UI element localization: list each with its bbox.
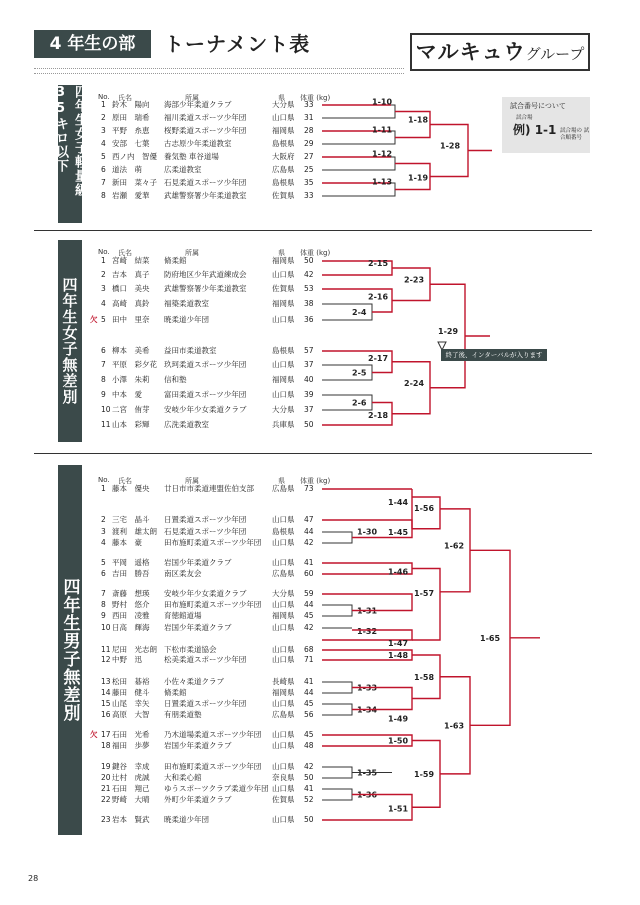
entry-pref: 大阪府 xyxy=(272,152,295,161)
entry-name: 石田 光希 xyxy=(112,730,150,739)
entry-name: 高崎 真鈴 xyxy=(112,299,150,308)
entry-pref: 広島県 xyxy=(272,569,295,578)
entry-no: 8 xyxy=(101,600,106,609)
bracket-label-boys-open: 四年生男子無差別 xyxy=(58,465,82,835)
match-number: 1-47 xyxy=(388,639,409,648)
entry-team: 福川柔道スポーツ少年団 xyxy=(164,113,247,122)
match-number: 1-34 xyxy=(357,705,378,715)
entry-weight: 39 xyxy=(304,390,314,399)
match-number: 1-57 xyxy=(414,588,435,598)
entry-pref: 山口県 xyxy=(272,655,295,664)
entry-pref: 山口県 xyxy=(272,113,295,122)
entry-no: 3 xyxy=(101,527,106,536)
entry-name: 山尾 幸矢 xyxy=(112,699,150,708)
entry-no: 9 xyxy=(101,390,106,399)
entry-weight: 31 xyxy=(304,113,314,122)
entry-name: 平原 彩夕花 xyxy=(112,360,157,369)
match-number: 2-5 xyxy=(352,368,367,378)
bracket-label-girls-open: 四年生女子無差別 xyxy=(58,240,82,442)
entry-pref: 山口県 xyxy=(272,762,295,771)
entry-weight: 45 xyxy=(304,699,314,708)
entry-team: 岩国少年柔道クラブ xyxy=(164,558,232,567)
entry-name: 新田 菜々子 xyxy=(112,178,157,187)
entry-team: 石見柔道スポーツ少年団 xyxy=(164,178,247,187)
entry-no: 11 xyxy=(101,420,111,429)
entry-weight: 45 xyxy=(304,730,314,739)
entry-weight: 41 xyxy=(304,558,314,567)
column-header-team: 所属 xyxy=(185,94,199,102)
entry-weight: 38 xyxy=(304,299,314,308)
entry-weight: 29 xyxy=(304,139,314,148)
entry-pref: 兵庫県 xyxy=(272,420,295,429)
entry-no: 5 xyxy=(101,315,106,324)
entry-weight: 47 xyxy=(304,515,314,524)
entry-team: 桜野柔道スポーツ少年団 xyxy=(164,126,247,135)
entry-no: 1 xyxy=(101,256,106,265)
entry-team: ゆうスポーツクラブ柔道少年団 xyxy=(164,784,269,793)
entry-weight: 37 xyxy=(304,360,314,369)
entry-pref: 山口県 xyxy=(272,515,295,524)
entry-name: 平岡 遥格 xyxy=(112,558,150,567)
entry-team: 小佐々柔道クラブ xyxy=(164,677,224,686)
entry-weight: 56 xyxy=(304,710,314,719)
entry-weight: 50 xyxy=(304,420,314,429)
entry-name: 平野 糸恵 xyxy=(112,126,150,135)
match-number: 1-63 xyxy=(444,721,465,731)
interval-callout: 終了後、インターバルが入ります xyxy=(441,349,547,361)
entry-pref: 広島県 xyxy=(272,710,295,719)
entry-name: 吉本 真子 xyxy=(112,270,150,279)
entry-pref: 福岡県 xyxy=(272,256,295,265)
column-header-no: No. xyxy=(98,476,110,484)
entry-name: 橋口 美央 xyxy=(112,284,150,293)
entry-team: 脩柔館 xyxy=(164,688,187,697)
entry-pref: 大分県 xyxy=(272,100,295,109)
entry-no: 2 xyxy=(101,113,106,122)
match-number: 2-16 xyxy=(368,292,389,302)
column-header-pref: 県 xyxy=(278,477,285,485)
entry-name: 二宮 侑芽 xyxy=(112,405,150,414)
entry-name: 高原 大智 xyxy=(112,710,150,719)
entry-name: 西ノ内 智優 xyxy=(112,152,157,161)
entry-weight: 28 xyxy=(304,126,314,135)
match-number: 2-17 xyxy=(368,353,389,363)
entry-name: 辻村 虎誠 xyxy=(112,773,150,782)
column-header-team: 所属 xyxy=(185,477,199,485)
entry-team: 暁柔道少年団 xyxy=(164,815,209,824)
entry-name: 鍵谷 幸成 xyxy=(112,762,150,771)
bracket-line xyxy=(322,157,395,170)
entry-name: 藤本 優央 xyxy=(112,484,150,493)
entry-pref: 島根県 xyxy=(272,527,295,536)
entry-no: 7 xyxy=(101,360,106,369)
entry-pref: 島根県 xyxy=(272,178,295,187)
entry-no: 10 xyxy=(101,405,111,414)
page-title: トーナメント表 xyxy=(164,32,311,56)
entry-team: 日置柔道スポーツ少年団 xyxy=(164,515,247,524)
entry-no: 2 xyxy=(101,515,106,524)
entry-pref: 広島県 xyxy=(272,165,295,174)
bracket-line xyxy=(322,789,352,800)
match-number: 1-28 xyxy=(440,141,461,151)
entry-name: 岩瀬 愛華 xyxy=(112,191,150,200)
entry-weight: 50 xyxy=(304,256,314,265)
entry-name: 福田 歩夢 xyxy=(112,741,150,750)
column-header-name: 氏名 xyxy=(118,94,132,102)
entry-pref: 山口県 xyxy=(272,699,295,708)
entry-name: 藤田 健斗 xyxy=(112,688,150,697)
match-number: 1-62 xyxy=(444,541,465,551)
entry-weight: 45 xyxy=(304,611,314,620)
column-header-pref: 県 xyxy=(278,94,285,102)
entry-name: 中本 愛 xyxy=(112,390,142,399)
entry-no: 10 xyxy=(101,623,111,632)
entry-no: 3 xyxy=(101,126,106,135)
entry-pref: 山口県 xyxy=(272,558,295,567)
entry-pref: 山口県 xyxy=(272,645,295,654)
column-header-pref: 県 xyxy=(278,249,285,257)
match-number: 2-15 xyxy=(368,259,389,268)
entry-name: 野村 悠介 xyxy=(112,600,150,609)
entry-team: 信和塾 xyxy=(164,375,187,384)
entry-name: 野崎 大晴 xyxy=(112,795,150,804)
match-number-note: 試合番号について 試合場 例) 1-1 試合場の 試合順番号 xyxy=(502,97,590,153)
column-header-no: No. xyxy=(98,248,110,256)
entry-team: 育徳館道場 xyxy=(164,611,202,620)
entry-no: 4 xyxy=(101,139,106,148)
entry-no: 11 xyxy=(101,645,111,654)
entry-no: 4 xyxy=(101,538,106,547)
entry-team: 防府地区少年武道練成会 xyxy=(164,270,247,279)
entry-name: 西田 凌雅 xyxy=(112,611,150,620)
match-number: 1-36 xyxy=(357,790,378,800)
bracket-line xyxy=(322,489,412,529)
entry-name: 柳本 美希 xyxy=(112,346,150,355)
entry-pref: 山口県 xyxy=(272,315,295,324)
entry-name: 鈴木 陽向 xyxy=(112,100,150,109)
match-number: 1-46 xyxy=(388,567,409,577)
entry-pref: 山口県 xyxy=(272,815,295,824)
bracket-line xyxy=(322,532,352,543)
entry-team: 石見柔道スポーツ少年団 xyxy=(164,527,247,536)
entry-pref: 佐賀県 xyxy=(272,191,295,200)
column-header-name: 氏名 xyxy=(118,477,132,485)
entry-team: 武雄警察署少年柔道教室 xyxy=(164,191,247,200)
entry-team: 暁柔道少年団 xyxy=(164,315,209,324)
entry-team: 武雄警察署少年柔道教室 xyxy=(164,284,247,293)
bracket-line xyxy=(440,509,470,592)
entry-team: 田布施町柔道スポーツ少年団 xyxy=(164,762,262,771)
column-header-weight: 体重 (kg) xyxy=(300,249,331,257)
entry-pref: 広島県 xyxy=(272,484,295,493)
column-header-no: No. xyxy=(98,93,110,101)
entry-team: 日置柔道スポーツ少年団 xyxy=(164,699,247,708)
entry-pref: 佐賀県 xyxy=(272,795,295,804)
entry-pref: 山口県 xyxy=(272,538,295,547)
entry-team: 安岐少年少女柔道クラブ xyxy=(164,589,247,598)
bracket-line xyxy=(430,284,465,388)
match-number: 1-11 xyxy=(372,125,393,135)
entry-pref: 福岡県 xyxy=(272,688,295,697)
entry-pref: 福岡県 xyxy=(272,299,295,308)
entry-no: 12 xyxy=(101,655,111,664)
match-number: 1-51 xyxy=(388,804,409,814)
entry-weight: 52 xyxy=(304,795,314,804)
entry-name: 日高 輝海 xyxy=(112,623,150,632)
entry-no: 23 xyxy=(101,815,111,824)
entry-pref: 山口県 xyxy=(272,741,295,750)
match-number: 1-19 xyxy=(408,173,429,183)
entry-team: 松美柔道スポーツ少年団 xyxy=(164,655,247,664)
entry-no: 5 xyxy=(101,558,106,567)
entry-no: 9 xyxy=(101,611,106,620)
entry-weight: 44 xyxy=(304,600,314,609)
entry-no: 18 xyxy=(101,741,111,750)
match-number: 1-31 xyxy=(357,606,378,616)
entry-weight: 37 xyxy=(304,405,314,414)
match-number: 1-48 xyxy=(388,651,409,660)
column-header-weight: 体重 (kg) xyxy=(300,477,331,485)
match-number: 1-56 xyxy=(414,503,435,513)
entry-pref: 島根県 xyxy=(272,139,295,148)
bracket-line xyxy=(322,605,352,616)
entry-weight: 44 xyxy=(304,527,314,536)
entry-name: 宮崎 結菜 xyxy=(112,256,150,265)
entry-team: 安岐少年少女柔道クラブ xyxy=(164,405,247,414)
absent-mark: 欠 xyxy=(90,315,98,324)
entry-team: 南区柔友会 xyxy=(164,569,202,578)
division-badge: 4 年生の部 xyxy=(34,30,151,58)
entry-weight: 73 xyxy=(304,484,314,493)
entry-name: 渡利 雄太朗 xyxy=(112,527,157,536)
entry-name: 松田 碁裕 xyxy=(112,677,150,686)
entry-team: 養気塾 車谷道場 xyxy=(164,152,219,161)
bracket-line xyxy=(322,682,352,693)
entry-no: 13 xyxy=(101,677,111,686)
match-number: 2-23 xyxy=(404,275,425,285)
entry-weight: 40 xyxy=(304,375,314,384)
entry-name: 道法 萌 xyxy=(112,165,142,174)
match-number: 1-45 xyxy=(388,527,409,537)
entry-no: 21 xyxy=(101,784,111,793)
entry-name: 原田 瑞希 xyxy=(112,113,150,122)
entry-no: 7 xyxy=(101,178,106,187)
bracket-line xyxy=(412,497,440,529)
entry-weight: 25 xyxy=(304,165,314,174)
entry-pref: 佐賀県 xyxy=(272,284,295,293)
entry-weight: 41 xyxy=(304,784,314,793)
match-number: 1-18 xyxy=(408,115,429,125)
entry-weight: 42 xyxy=(304,762,314,771)
entry-pref: 島根県 xyxy=(272,346,295,355)
entry-name: 斎藤 想瑛 xyxy=(112,589,150,598)
match-number: 1-58 xyxy=(414,672,435,682)
entry-team: 有朋柔道塾 xyxy=(164,710,202,719)
match-number: 1-29 xyxy=(438,327,459,336)
column-header-team: 所属 xyxy=(185,249,199,257)
entry-name: 岩本 賢武 xyxy=(112,815,150,824)
match-number: 1-13 xyxy=(372,177,393,187)
match-number: 1-10 xyxy=(372,97,393,107)
entry-pref: 福岡県 xyxy=(272,375,295,384)
column-header-weight: 体重 (kg) xyxy=(300,94,331,102)
entry-team: 岩国少年柔道クラブ xyxy=(164,741,232,750)
entry-weight: 42 xyxy=(304,270,314,279)
entry-pref: 山口県 xyxy=(272,600,295,609)
entry-name: 山本 彩輝 xyxy=(112,420,150,429)
match-number: 1-35 xyxy=(357,768,378,778)
entry-name: 三宅 晶斗 xyxy=(112,515,150,524)
entry-weight: 41 xyxy=(304,677,314,686)
bracket-line xyxy=(322,767,352,778)
bracket-line xyxy=(412,569,440,641)
entry-weight: 53 xyxy=(304,284,314,293)
match-number: 1-50 xyxy=(388,736,409,746)
entry-no: 14 xyxy=(101,688,111,697)
entry-team: 広柔道教室 xyxy=(164,165,202,174)
entry-no: 6 xyxy=(101,346,106,355)
entry-pref: 福岡県 xyxy=(272,611,295,620)
entry-no: 6 xyxy=(101,569,106,578)
entry-weight: 44 xyxy=(304,688,314,697)
entry-team: 乃木道場柔道スポーツ少年団 xyxy=(164,730,262,739)
entry-name: 尼田 光志朗 xyxy=(112,645,157,654)
entry-weight: 42 xyxy=(304,538,314,547)
match-number: 2-6 xyxy=(352,398,367,408)
match-number: 1-65 xyxy=(480,633,501,643)
entry-no: 6 xyxy=(101,165,106,174)
entry-team: 田布施町柔道スポーツ少年団 xyxy=(164,538,262,547)
entry-name: 藤本 豪 xyxy=(112,538,142,547)
column-header-name: 氏名 xyxy=(118,249,132,257)
entry-pref: 山口県 xyxy=(272,270,295,279)
bracket-line xyxy=(392,268,430,301)
entry-pref: 奈良県 xyxy=(272,773,295,782)
entry-team: 海部少年柔道クラブ xyxy=(164,100,232,109)
entry-no: 19 xyxy=(101,762,111,771)
entry-weight: 57 xyxy=(304,346,314,355)
entry-team: 広洗柔道教室 xyxy=(164,420,209,429)
entry-no: 17 xyxy=(101,730,111,739)
entry-team: 益田市柔道教室 xyxy=(164,346,217,355)
absent-mark: 欠 xyxy=(90,730,98,739)
entry-weight: 42 xyxy=(304,623,314,632)
entry-team: 田布施町柔道スポーツ少年団 xyxy=(164,600,262,609)
entry-pref: 福岡県 xyxy=(272,126,295,135)
entry-weight: 36 xyxy=(304,315,314,324)
entry-weight: 71 xyxy=(304,655,314,664)
match-number: 2-24 xyxy=(404,378,425,388)
bracket-line xyxy=(322,704,352,715)
entry-no: 22 xyxy=(101,795,111,804)
entry-team: 富田柔道スポーツ少年団 xyxy=(164,390,247,399)
entry-no: 1 xyxy=(101,100,106,109)
bracket-line xyxy=(430,125,468,177)
entry-weight: 59 xyxy=(304,589,314,598)
entry-name: 小澤 朱莉 xyxy=(112,375,150,384)
match-number: 1-12 xyxy=(372,149,393,159)
entry-weight: 35 xyxy=(304,178,314,187)
entry-no: 7 xyxy=(101,589,106,598)
sponsor-logo: マルキュウグループ xyxy=(410,33,590,71)
entry-weight: 27 xyxy=(304,152,314,161)
entry-name: 田中 里奈 xyxy=(112,315,150,324)
entry-pref: 山口県 xyxy=(272,623,295,632)
match-number: 1-59 xyxy=(414,769,435,779)
match-number: 1-32 xyxy=(357,627,378,636)
entry-weight: 33 xyxy=(304,191,314,200)
entry-no: 1 xyxy=(101,484,106,493)
entry-name: 中野 迅 xyxy=(112,655,142,664)
entry-no: 4 xyxy=(101,299,106,308)
entry-no: 8 xyxy=(101,375,106,384)
entry-pref: 山口県 xyxy=(272,730,295,739)
bracket-label-girls-light: 四年生女子軽量級35キロ以下 xyxy=(58,85,82,223)
entry-pref: 山口県 xyxy=(272,360,295,369)
entry-name: 安部 七葉 xyxy=(112,139,150,148)
page-number: 28 xyxy=(28,874,39,883)
match-number: 1-49 xyxy=(388,714,409,724)
entry-team: 脩柔館 xyxy=(164,256,187,265)
entry-no: 8 xyxy=(101,191,106,200)
entry-pref: 山口県 xyxy=(272,784,295,793)
entry-team: 外町少年柔道クラブ xyxy=(164,795,232,804)
entry-team: 玖珂柔道スポーツ少年団 xyxy=(164,360,247,369)
entry-weight: 60 xyxy=(304,569,314,578)
entry-weight: 33 xyxy=(304,100,314,109)
match-number: 1-33 xyxy=(357,683,378,693)
entry-team: 岩国少年柔道クラブ xyxy=(164,623,232,632)
entry-no: 2 xyxy=(101,270,106,279)
entry-weight: 68 xyxy=(304,645,314,654)
entry-name: 石田 翔己 xyxy=(112,784,150,793)
entry-no: 15 xyxy=(101,699,111,708)
entry-team: 廿日市市柔道連盟佐伯支部 xyxy=(164,484,254,493)
bracket-line xyxy=(322,105,395,118)
entry-team: 大和柔心館 xyxy=(164,773,202,782)
entry-team: 下松市柔道協会 xyxy=(164,645,217,654)
entry-no: 3 xyxy=(101,284,106,293)
match-number: 1-30 xyxy=(357,527,378,537)
entry-pref: 山口県 xyxy=(272,390,295,399)
entry-weight: 50 xyxy=(304,773,314,782)
bracket-line xyxy=(392,362,430,414)
entry-pref: 大分県 xyxy=(272,589,295,598)
entry-name: 吉田 勝吾 xyxy=(112,569,150,578)
entry-no: 20 xyxy=(101,773,111,782)
entry-no: 5 xyxy=(101,152,106,161)
entry-weight: 50 xyxy=(304,815,314,824)
match-number: 1-44 xyxy=(388,498,409,507)
entry-team: 古志原少年柔道教室 xyxy=(164,139,232,148)
entry-pref: 大分県 xyxy=(272,405,295,414)
match-number: 2-18 xyxy=(368,410,389,420)
match-number: 2-4 xyxy=(352,308,367,317)
entry-weight: 48 xyxy=(304,741,314,750)
entry-team: 福築柔道教室 xyxy=(164,299,209,308)
entry-pref: 長崎県 xyxy=(272,677,295,686)
entry-no: 16 xyxy=(101,710,111,719)
